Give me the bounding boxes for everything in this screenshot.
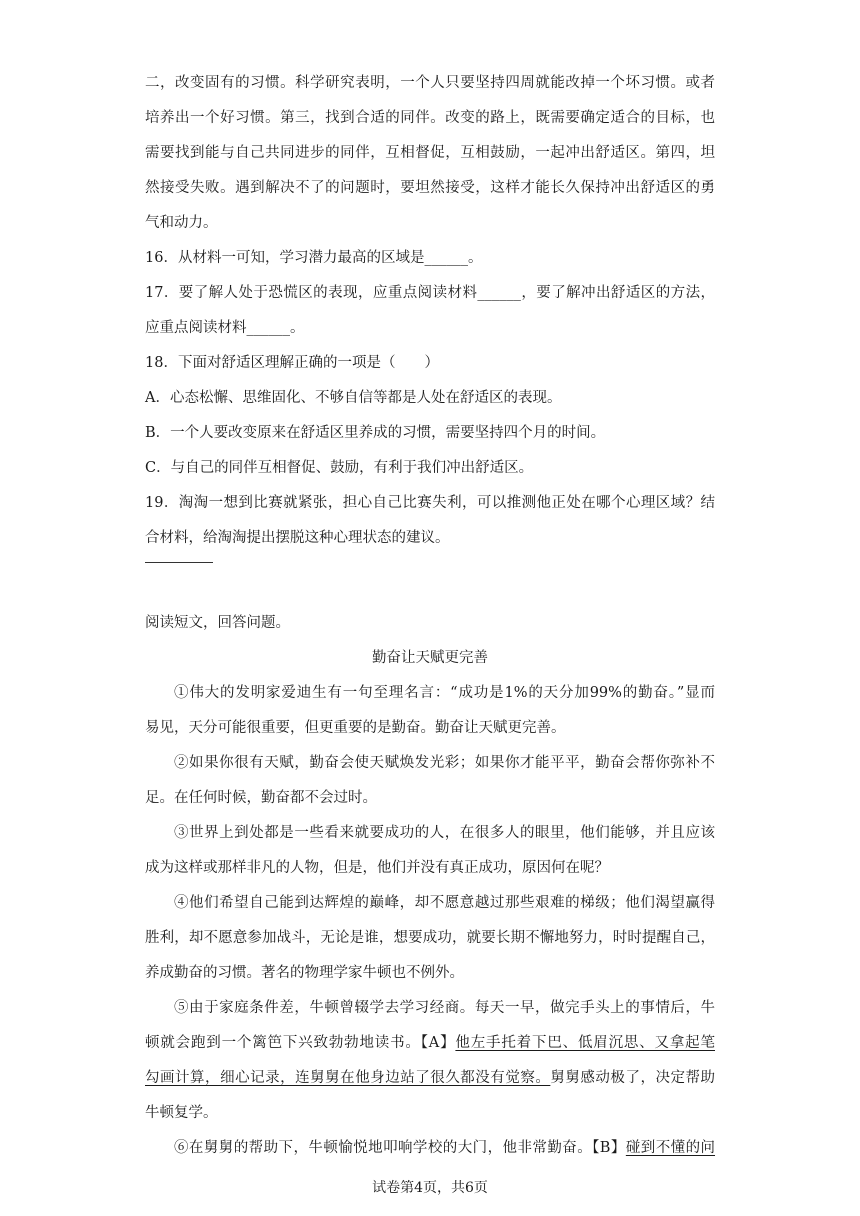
paragraph-5-line-1: ⑤由于家庭条件差，牛顿曾辍学去学习经商。每天一早，做完手头上的事情后，牛 [174, 1000, 715, 1016]
paragraph-3-line-1: ③世界上到处都是一些看来就要成功的人，在很多人的眼里，他们能够，并且应该 [174, 825, 715, 841]
paragraph-5-line-3 [145, 1068, 715, 1088]
paragraph-5-line-2 [145, 1033, 715, 1053]
question-17-line-1: 17．要了解人处于恐慌区的表现，应重点阅读材料______，要了解冲出舒适区的方法， [145, 285, 715, 301]
paragraph-2-line-1: ②如果你很有天赋，勤奋会使天赋焕发光彩；如果你才能平平，勤奋会帮你弥补不 [174, 755, 715, 771]
paragraph-5-line-2-text: 顿就会跑到一个篱笆下兴致勃勃地读书。【A】 [145, 1035, 456, 1051]
underlined-sentence-a-part-2: 勾画计算，细心记录，连舅舅在他身边站了很久都没有觉察。 [145, 1070, 551, 1086]
question-18-option-b: B．一个人要改变原来在舒适区里养成的习惯，需要坚持四个月的时间。 [145, 425, 606, 441]
question-19-line-2: 合材料，给淘淘提出摆脱这种心理状态的建议。 [145, 530, 450, 546]
material-line-1: 二，改变固有的习惯。科学研究表明，一个人只要坚持四周就能改掉一个坏习惯。或者 [145, 75, 715, 91]
paragraph-5-line-3-text: 舅舅感动极了，决定帮助 [550, 1070, 716, 1086]
question-17-line-2: 应重点阅读材料______。 [145, 320, 305, 336]
underlined-sentence-a-part-1: 他左手托着下巴、低眉沉思、又拿起笔 [455, 1035, 715, 1051]
material-line-3: 需要找到能与自己共同进步的同伴，互相督促，互相鼓励，一起冲出舒适区。第四，坦 [145, 145, 715, 161]
page-footer: 试卷第4页，共6页 [372, 1180, 488, 1196]
paragraph-2-line-2: 足。在任何时候，勤奋都不会过时。 [145, 790, 377, 806]
paragraph-6-line-1 [174, 1138, 715, 1158]
paragraph-3-line-2: 成为这样或那样非凡的人物，但是，他们并没有真正成功，原因何在呢？ [145, 860, 609, 876]
paragraph-5-line-4: 牛顿复学。 [145, 1105, 218, 1121]
paragraph-4-line-2: 胜利，却不愿意参加战斗，无论是谁，想要成功，就要长期不懈地努力，时时提醒自己， [145, 930, 715, 946]
answer-blank-rule [145, 562, 213, 563]
question-19-line-1: 19．淘淘一想到比赛就紧张，担心自己比赛失利，可以推测他正处在哪个心理区域？结 [145, 495, 715, 511]
material-line-5: 气和动力。 [145, 215, 218, 231]
question-16: 16．从材料一可知，学习潜力最高的区域是______。 [145, 250, 483, 266]
question-18-option-c: C．与自己的同伴互相督促、鼓励，有利于我们冲出舒适区。 [145, 460, 534, 476]
reading-instruction: 阅读短文，回答问题。 [145, 615, 290, 631]
question-18: 18．下面对舒适区理解正确的一项是（ ） [145, 355, 439, 371]
paragraph-4-line-1: ④他们希望自己能到达辉煌的巅峰，却不愿意越过那些艰难的梯级；他们渴望赢得 [174, 895, 715, 911]
material-line-4: 然接受失败。遇到解决不了的问题时，要坦然接受，这样才能长久保持冲出舒适区的勇 [145, 180, 715, 196]
passage-title: 勤奋让天赋更完善 [372, 650, 488, 666]
paragraph-1-line-2: 易见，天分可能很重要，但更重要的是勤奋。勤奋让天赋更完善。 [145, 720, 566, 736]
question-18-option-a: A．心态松懈、思维固化、不够自信等都是人处在舒适区的表现。 [145, 390, 562, 406]
paragraph-4-line-3: 养成勤奋的习惯。著名的物理学家牛顿也不例外。 [145, 965, 464, 981]
material-line-2: 培养出一个好习惯。第三，找到合适的同伴。改变的路上，既需要确定适合的目标，也 [145, 110, 715, 126]
paragraph-1-line-1: ①伟大的发明家爱迪生有一句至理名言：“成功是1%的天分加99%的勤奋。”显而 [174, 685, 715, 701]
paragraph-6-line-1-text: ⑥在舅舅的帮助下，牛顿愉悦地叩响学校的大门，他非常勤奋。【B】 [174, 1140, 626, 1156]
underlined-sentence-b-part-1: 碰到不懂的问 [625, 1140, 716, 1156]
